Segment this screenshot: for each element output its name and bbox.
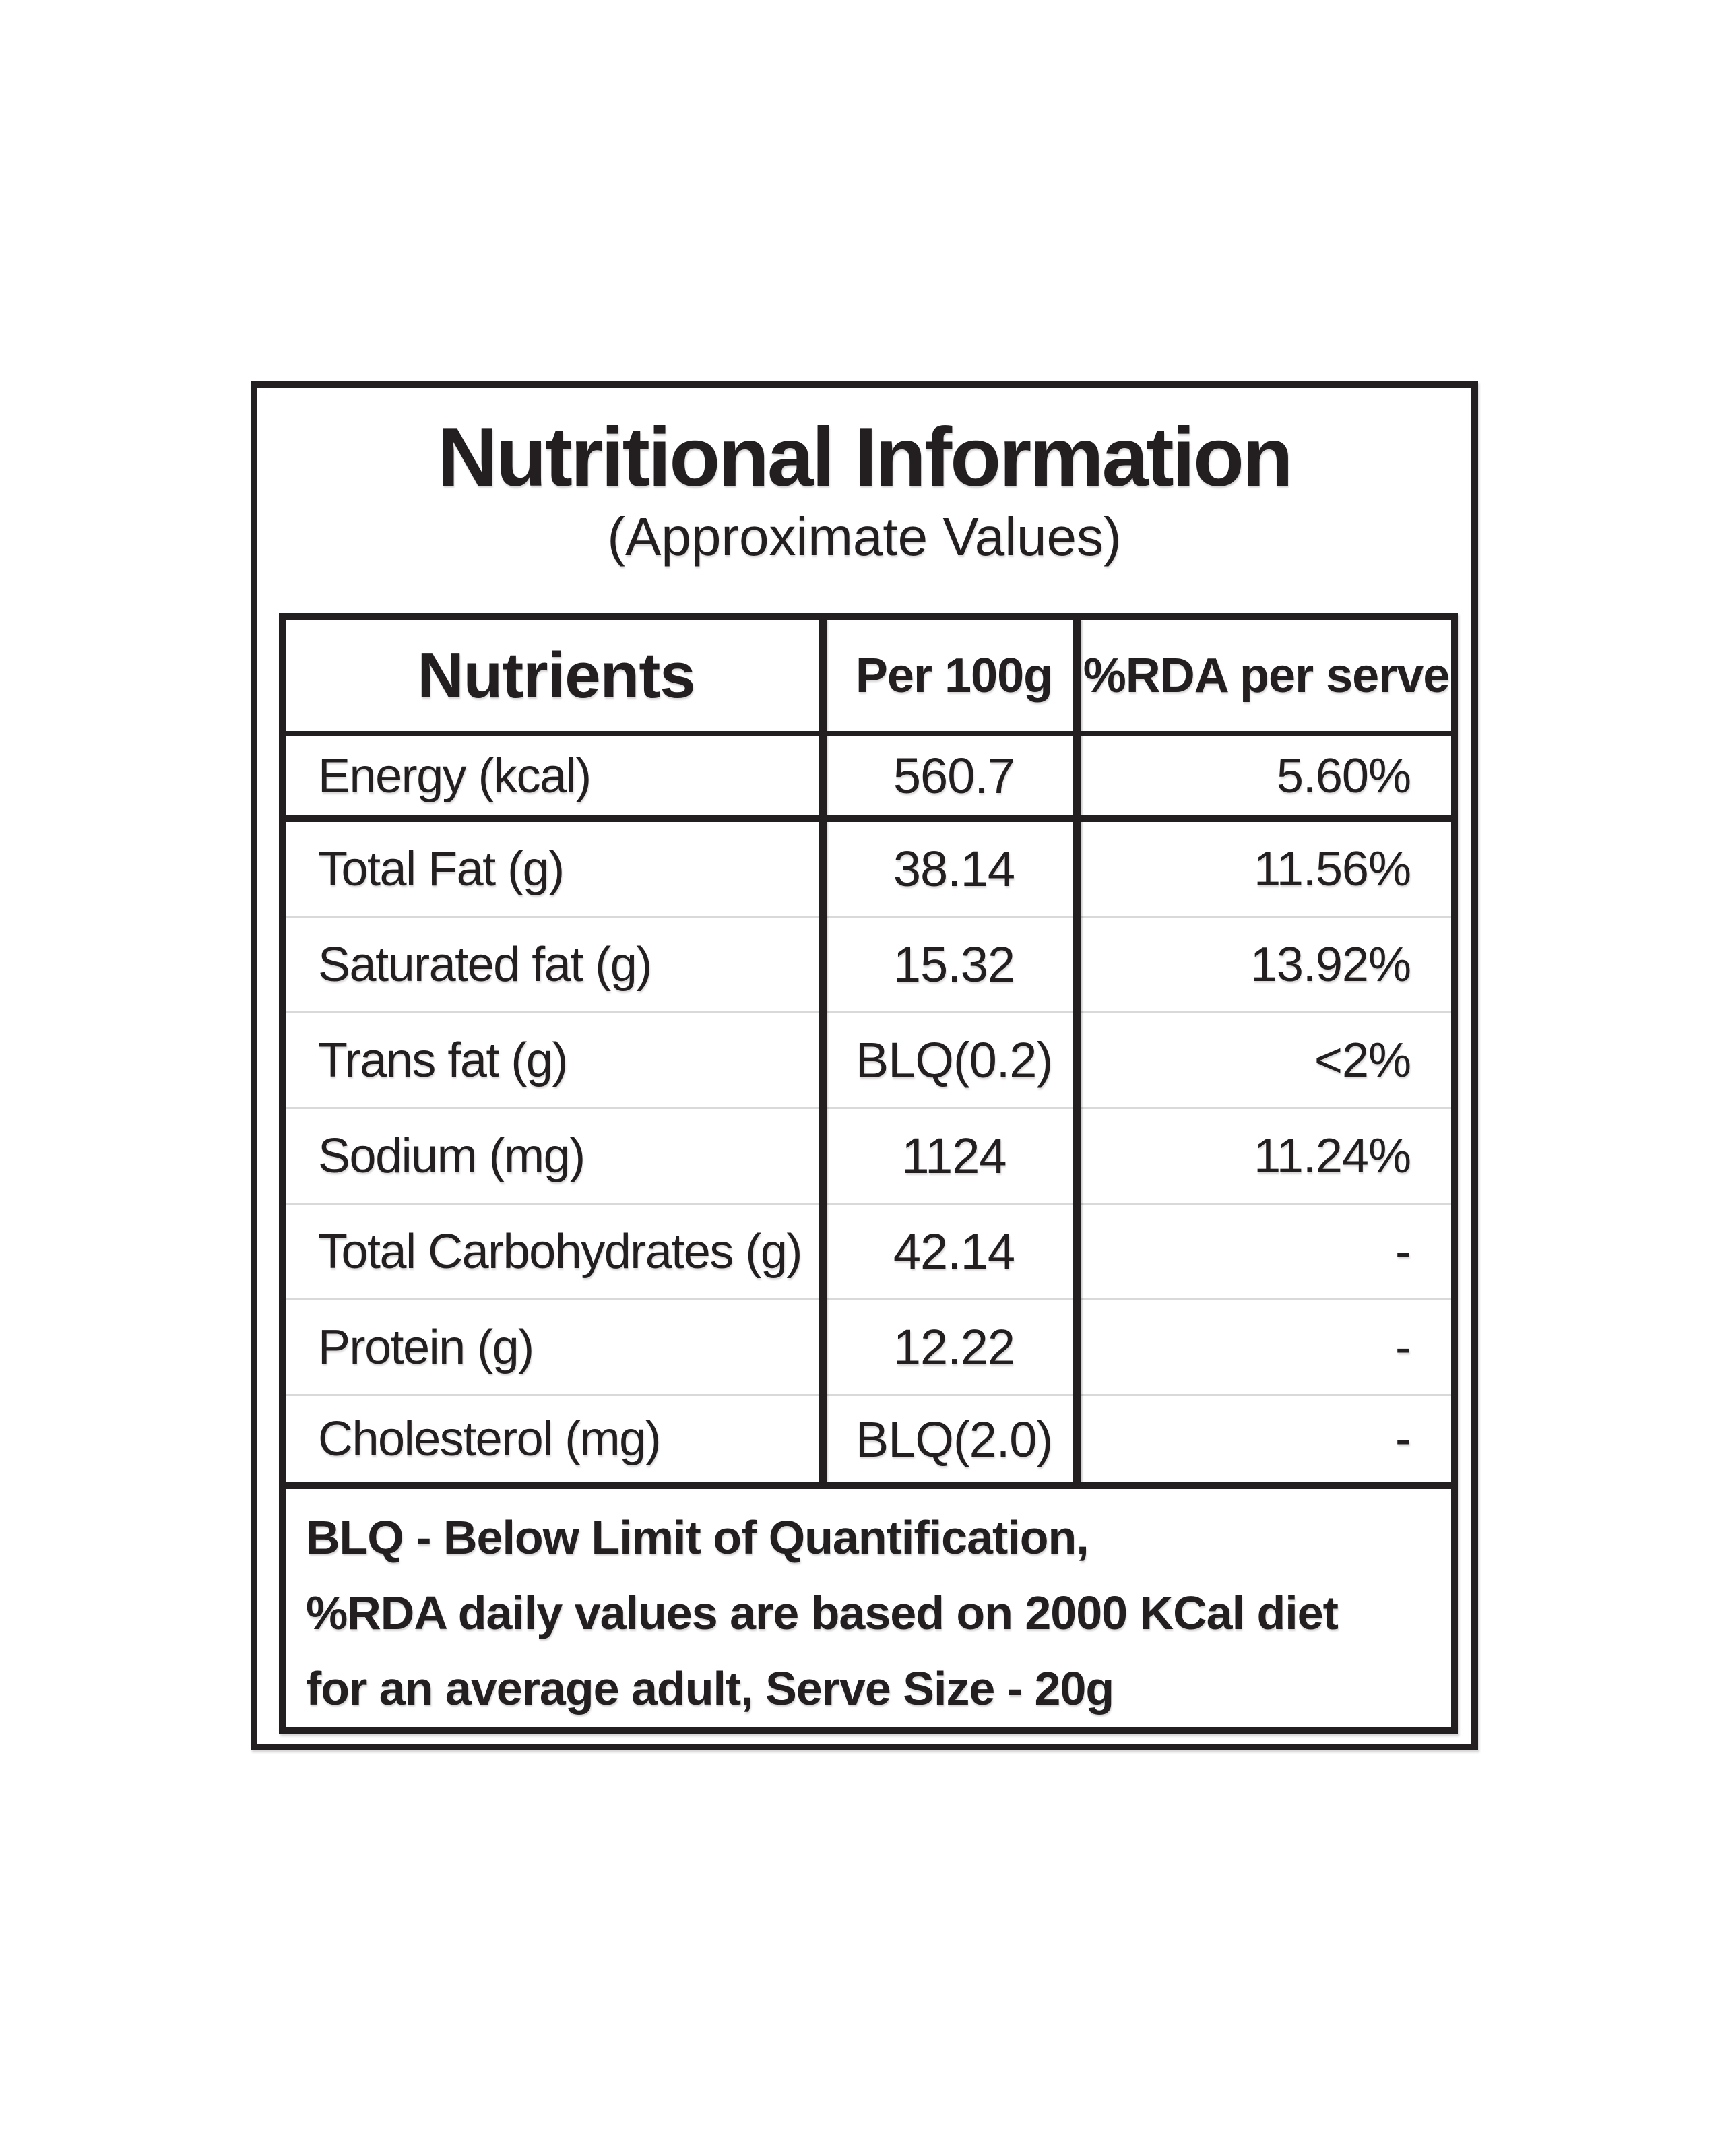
per-100g-value: BLQ(0.2) xyxy=(855,1032,1053,1088)
header-rda-per-serve: %RDA per serve xyxy=(1083,648,1450,703)
nutrient-row-total-fat xyxy=(286,822,1451,918)
label-title: Nutritional Information xyxy=(437,411,1291,504)
label-subtitle: (Approximate Values) xyxy=(607,506,1122,567)
nutrient-name: Total Fat (g) xyxy=(318,842,564,896)
header-per-100g: Per 100g xyxy=(855,648,1053,703)
per-100g-value: 1124 xyxy=(901,1128,1006,1184)
table-header-row xyxy=(286,620,1451,736)
nutrition-table xyxy=(279,613,1458,1734)
column-divider-1 xyxy=(819,620,827,1482)
nutrient-row-protein xyxy=(286,1300,1451,1396)
footnote-line-2: %RDA daily values are based on 2000 KCal diet xyxy=(306,1587,1338,1639)
nutrient-row-trans-fat xyxy=(286,1013,1451,1109)
rda-value: 5.60% xyxy=(1276,749,1411,803)
nutrient-name: Cholesterol (mg) xyxy=(318,1412,661,1466)
footnote-line-1: BLQ - Below Limit of Quantification, xyxy=(306,1511,1089,1564)
header-nutrients: Nutrients xyxy=(417,639,695,711)
nutrition-label xyxy=(251,381,1478,1750)
rda-value: - xyxy=(1395,1412,1411,1466)
nutrient-name: Trans fat (g) xyxy=(318,1033,567,1087)
nutrient-name: Saturated fat (g) xyxy=(318,937,651,992)
per-100g-value: 38.14 xyxy=(893,841,1015,897)
rda-value: - xyxy=(1395,1224,1411,1279)
column-divider-2 xyxy=(1073,620,1081,1482)
footnote-line-3: for an average adult, Serve Size - 20g xyxy=(306,1662,1114,1715)
nutrient-row-energy xyxy=(286,736,1451,822)
per-100g-value: 42.14 xyxy=(893,1224,1015,1279)
nutrient-row-sodium xyxy=(286,1109,1451,1205)
nutrient-name: Sodium (mg) xyxy=(318,1129,585,1183)
per-100g-value: 12.22 xyxy=(893,1319,1015,1375)
rda-value: 13.92% xyxy=(1250,937,1411,992)
rda-value: 11.56% xyxy=(1254,842,1411,896)
nutrient-row-total-carbohydrates xyxy=(286,1205,1451,1300)
nutrient-name: Energy (kcal) xyxy=(318,749,591,803)
per-100g-value: BLQ(2.0) xyxy=(855,1411,1053,1467)
rda-value: - xyxy=(1395,1320,1411,1374)
nutrient-row-saturated-fat xyxy=(286,918,1451,1013)
rda-value: <2% xyxy=(1314,1033,1411,1087)
per-100g-value: 560.7 xyxy=(893,748,1015,804)
per-100g-value: 15.32 xyxy=(893,937,1015,992)
table-footnote xyxy=(286,1482,1451,1727)
nutrient-name: Protein (g) xyxy=(318,1320,534,1374)
nutrient-name: Total Carbohydrates (g) xyxy=(318,1224,802,1279)
rda-value: 11.24% xyxy=(1254,1129,1411,1183)
nutrient-row-cholesterol xyxy=(286,1396,1451,1482)
